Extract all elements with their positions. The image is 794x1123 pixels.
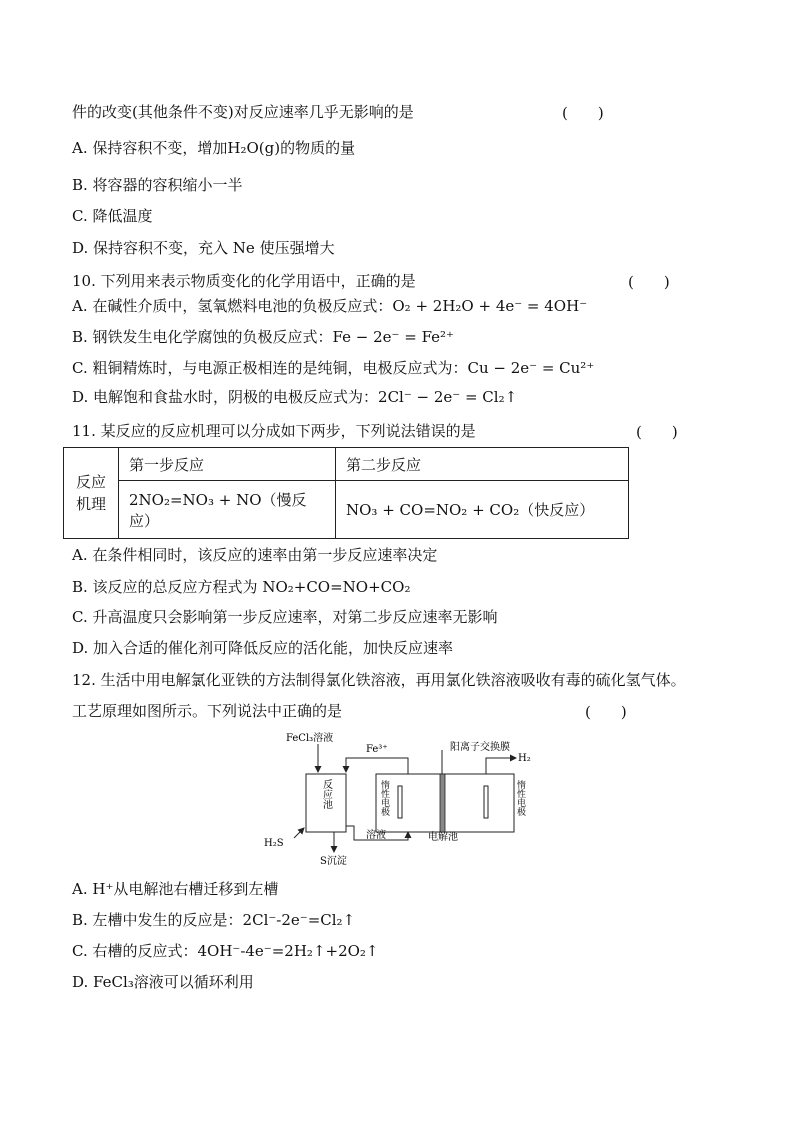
q10-option-b: B. 钢铁发生电化学腐蚀的负极反应式：Fe − 2e⁻ = Fe²⁺ [72, 328, 454, 346]
q9-option-a: A. 保持容积不变，增加H₂O(g)的物质的量 [72, 139, 356, 157]
q12-option-d: D. FeCl₃溶液可以循环利用 [72, 973, 254, 991]
q12-option-a: A. H⁺从电解池右槽迁移到左槽 [72, 880, 279, 898]
q10-option-c: C. 粗铜精炼时，与电源正极相连的是纯铜，电极反应式为：Cu − 2e⁻ = Cu²⁺ [72, 359, 595, 377]
q11-option-d: D. 加入合适的催化剂可降低反应的活化能，加快反应速率 [72, 639, 454, 657]
mechanism-col-step2: 第二步反应 [336, 448, 629, 481]
h2s-label: H₂S [264, 838, 284, 849]
h2-label: H₂ [518, 753, 531, 764]
mechanism-table [63, 447, 629, 539]
q10-answer-paren: ( ) [628, 273, 670, 291]
mechanism-col-step1: 第一步反应 [119, 448, 336, 481]
mechanism-step2-equation: NO₃ + CO=NO₂ + CO₂（快反应） [336, 481, 629, 539]
q11-option-c: C. 升高温度只会影响第一步反应速率，对第二步反应速率无影响 [72, 608, 498, 626]
q11-answer-paren: ( ) [636, 423, 678, 441]
q12-stem-line1: 12. 生活中用电解氯化亚铁的方法制得氯化铁溶液，再用氯化铁溶液吸收有毒的硫化氢气体。 [72, 671, 686, 689]
membrane [440, 774, 445, 832]
right-electrode-label: 惰性电极 [515, 780, 525, 816]
reactor-label: 反应池 [320, 779, 332, 809]
q9-option-c: C. 降低温度 [72, 207, 153, 225]
q12-answer-paren: ( ) [585, 703, 627, 721]
q12-stem-line2: 工艺原理如图所示。下列说法中正确的是 [72, 702, 343, 720]
sulfur-label: S沉淀 [320, 856, 347, 867]
fecl3-label: FeCl₃溶液 [286, 733, 334, 744]
membrane-label: 阳离子交换膜 [450, 742, 510, 753]
solution-label: 溶液 [366, 830, 386, 841]
q10-option-a: A. 在碱性介质中，氢氧燃料电池的负极反应式：O₂ + 2H₂O + 4e⁻ = 4OH⁻ [72, 297, 588, 315]
electrolysis-diagram [258, 728, 538, 868]
h2s-inflow-arrow [294, 828, 304, 838]
q9-option-b: B. 将容器的容积缩小一半 [72, 176, 243, 194]
left-electrode-label: 惰性电极 [379, 780, 389, 816]
left-electrode [398, 786, 402, 818]
h2-outflow-arrow [486, 758, 516, 774]
q9-option-d: D. 保持容积不变，充入 Ne 使压强增大 [72, 239, 335, 257]
q10-option-d: D. 电解饱和食盐水时，阴极的电极反应式为：2Cl⁻ − 2e⁻ = Cl₂↑ [72, 388, 518, 406]
cell-label: 电解池 [428, 832, 458, 843]
q11-option-b: B. 该反应的总反应方程式为 NO₂+CO=NO+CO₂ [72, 578, 411, 596]
q10-stem: 10. 下列用来表示物质变化的化学用语中，正确的是 [72, 272, 416, 290]
mechanism-step1-equation: 2NO₂=NO₃ + NO（慢反应） [119, 481, 336, 539]
fe3-return-path [346, 758, 408, 774]
q11-stem: 11. 某反应的反应机理可以分成如下两步，下列说法错误的是 [72, 422, 476, 440]
q11-option-a: A. 在条件相同时，该反应的速率由第一步反应速率决定 [72, 546, 438, 564]
q12-option-c: C. 右槽的反应式：4OH⁻-4e⁻=2H₂↑+2O₂↑ [72, 942, 379, 960]
right-electrode [484, 786, 488, 818]
q9-answer-paren: ( ) [562, 104, 604, 122]
fe3-label: Fe³⁺ [366, 744, 388, 755]
mechanism-row-header: 反应机理 [64, 448, 119, 539]
q12-option-b: B. 左槽中发生的反应是：2Cl⁻-2e⁻=Cl₂↑ [72, 911, 356, 929]
q9-stem: 件的改变(其他条件不变)对反应速率几乎无影响的是 [72, 103, 414, 121]
